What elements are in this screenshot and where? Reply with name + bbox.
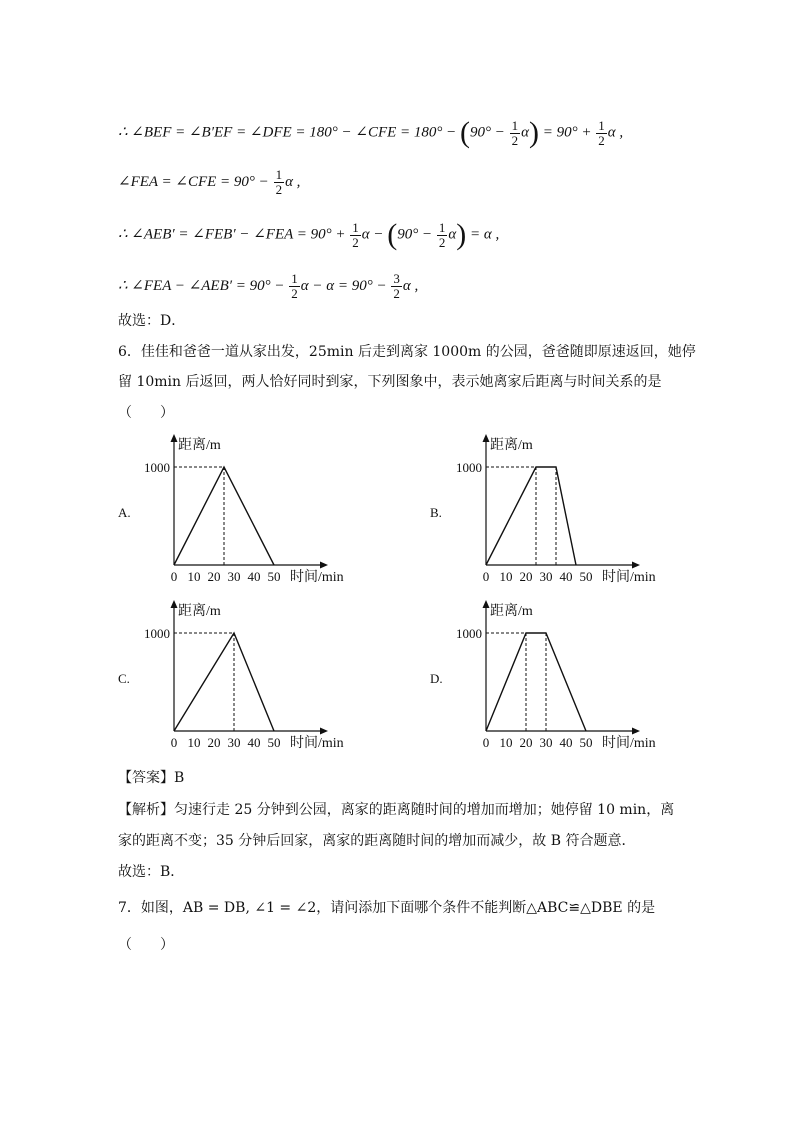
x-tick-label: 50 xyxy=(267,735,281,750)
x-tick-label: 40 xyxy=(247,735,261,750)
paren-open: ( xyxy=(387,218,398,251)
fraction: $\frac{3}{2}$ xyxy=(393,271,400,301)
distance-series-line xyxy=(174,467,274,565)
x-tick-label: 30 xyxy=(539,735,553,750)
proof-expr: α − α = 90° − xyxy=(300,277,387,294)
x-tick-label: 0 xyxy=(170,735,178,750)
graph-option-a xyxy=(136,428,356,588)
paren-close: ) xyxy=(529,116,540,149)
option-label-c: C. xyxy=(118,671,130,686)
alpha-symbol: α , xyxy=(285,173,301,190)
paren-close: ) xyxy=(456,218,467,251)
graph-option-d xyxy=(448,594,668,754)
alpha-symbol: α xyxy=(448,226,457,243)
x-axis-label: 时间/min xyxy=(290,570,344,585)
therefore-symbol: ∴ xyxy=(118,277,128,294)
proof-expr: α − xyxy=(361,226,384,243)
proof-expr: = α , xyxy=(470,226,500,243)
therefore-symbol: ∴ xyxy=(118,124,128,141)
q6-text-line-2: 留 10min 后返回，两人恰好同时到家，下列图象中，表示她离家后距离与时间关系的是 xyxy=(118,374,662,390)
distance-series-line xyxy=(174,633,274,731)
fraction: $\frac{1}{2}$ xyxy=(275,167,283,197)
x-axis-label: 时间/min xyxy=(602,570,656,585)
x-tick-label: 10 xyxy=(499,569,513,584)
y-tick-label: 1000 xyxy=(456,460,482,475)
x-tick-label: 20 xyxy=(519,569,533,584)
alpha-symbol: α xyxy=(521,124,530,141)
distance-series-line xyxy=(486,633,586,731)
y-axis-label: 距离/m xyxy=(178,604,221,619)
fraction: $\frac{1}{2}$ xyxy=(352,219,359,250)
x-tick-label: 10 xyxy=(499,735,513,750)
x-tick-label: 50 xyxy=(579,735,593,750)
x-axis-arrow xyxy=(320,728,328,735)
x-tick-label: 20 xyxy=(207,735,221,750)
x-axis-arrow xyxy=(320,562,328,569)
y-axis-label: 距离/m xyxy=(490,438,533,453)
distance-series-line xyxy=(486,467,576,565)
proof-expr: 90° − xyxy=(397,226,433,243)
graph-option-c xyxy=(136,594,356,754)
proof-line-4 xyxy=(118,272,418,301)
x-tick-label: 40 xyxy=(247,569,261,584)
x-tick-label: 40 xyxy=(559,569,573,584)
x-tick-label: 10 xyxy=(187,569,201,584)
q7-text: 7．如图，AB = DB, ∠1 = ∠2，请问添加下面哪个条件不能判断△ABC≌△DBE 的是 xyxy=(118,900,656,916)
proof-expr: ∠BEF = ∠B′EF = ∠DFE = 180° − ∠CFE = 180° − xyxy=(131,124,457,141)
analysis-line-1: 【解析】匀速行走 25 分钟到公园，离家的距离随时间的增加而增加；她停留 10 min，离 xyxy=(118,802,675,818)
proof-expr: ∠FEA − ∠AEB′ = 90° − xyxy=(131,277,285,294)
x-tick-label: 30 xyxy=(539,569,553,584)
graph-option-b xyxy=(448,428,668,588)
fraction: $\frac{1}{2}$ xyxy=(438,219,446,250)
x-axis-label: 时间/min xyxy=(290,736,344,751)
proof-expr: 90° − xyxy=(470,124,505,141)
x-tick-label: 0 xyxy=(482,569,490,584)
y-tick-label: 1000 xyxy=(144,626,170,641)
x-axis-arrow xyxy=(632,562,640,569)
x-tick-label: 30 xyxy=(227,569,241,584)
x-tick-label: 30 xyxy=(227,735,241,750)
fraction: $\frac{1}{2}$ xyxy=(291,271,298,301)
y-tick-label: 1000 xyxy=(456,626,482,641)
x-tick-label: 50 xyxy=(267,569,281,584)
x-tick-label: 0 xyxy=(482,735,490,750)
fraction: $\frac{1}{2}$ xyxy=(511,117,519,148)
x-axis-arrow xyxy=(632,728,640,735)
alpha-symbol: α , xyxy=(607,124,624,141)
x-tick-label: 50 xyxy=(579,569,593,584)
y-tick-label: 1000 xyxy=(144,460,170,475)
y-axis-label: 距离/m xyxy=(490,604,533,619)
answer-label: 【答案】B xyxy=(118,770,185,786)
q6-choice: 故选：B． xyxy=(118,864,185,880)
q7-answer-blank: （ ） xyxy=(118,937,174,953)
option-label-d: D. xyxy=(430,671,443,686)
option-label-b: B. xyxy=(430,505,442,520)
y-axis-label: 距离/m xyxy=(178,438,221,453)
y-axis-arrow xyxy=(171,600,178,608)
y-axis-arrow xyxy=(483,434,490,442)
proof-line-3 xyxy=(118,220,499,250)
paren-open: ( xyxy=(460,116,471,149)
fraction: $\frac{1}{2}$ xyxy=(598,117,605,148)
alpha-symbol: α , xyxy=(402,277,419,294)
proof-expr: ∠AEB′ = ∠FEB′ − ∠FEA = 90° + xyxy=(131,226,346,243)
q6-text-line-1: 6．佳佳和爸爸一道从家出发，25min 后走到离家 1000m 的公园，爸爸随即原速返回，她停 xyxy=(118,344,696,360)
x-tick-label: 40 xyxy=(559,735,573,750)
x-tick-label: 20 xyxy=(519,735,533,750)
x-tick-label: 10 xyxy=(187,735,201,750)
option-label-a: A. xyxy=(118,505,131,520)
y-axis-arrow xyxy=(171,434,178,442)
analysis-line-2: 家的距离不变；35 分钟后回家，离家的距离随时间的增加而减少，故 B 符合题意． xyxy=(118,833,636,849)
proof-expr: ∠FEA = ∠CFE = 90° − xyxy=(118,173,269,190)
x-axis-label: 时间/min xyxy=(602,736,656,751)
x-tick-label: 20 xyxy=(207,569,221,584)
q6-answer-blank: （ ） xyxy=(118,405,174,421)
proof-choice: 故选：D． xyxy=(118,313,186,329)
y-axis-arrow xyxy=(483,600,490,608)
therefore-symbol: ∴ xyxy=(118,226,128,243)
proof-line-2 xyxy=(118,168,300,197)
x-tick-label: 0 xyxy=(170,569,178,584)
proof-expr: = 90° + xyxy=(542,124,592,141)
proof-line-1 xyxy=(118,118,623,148)
